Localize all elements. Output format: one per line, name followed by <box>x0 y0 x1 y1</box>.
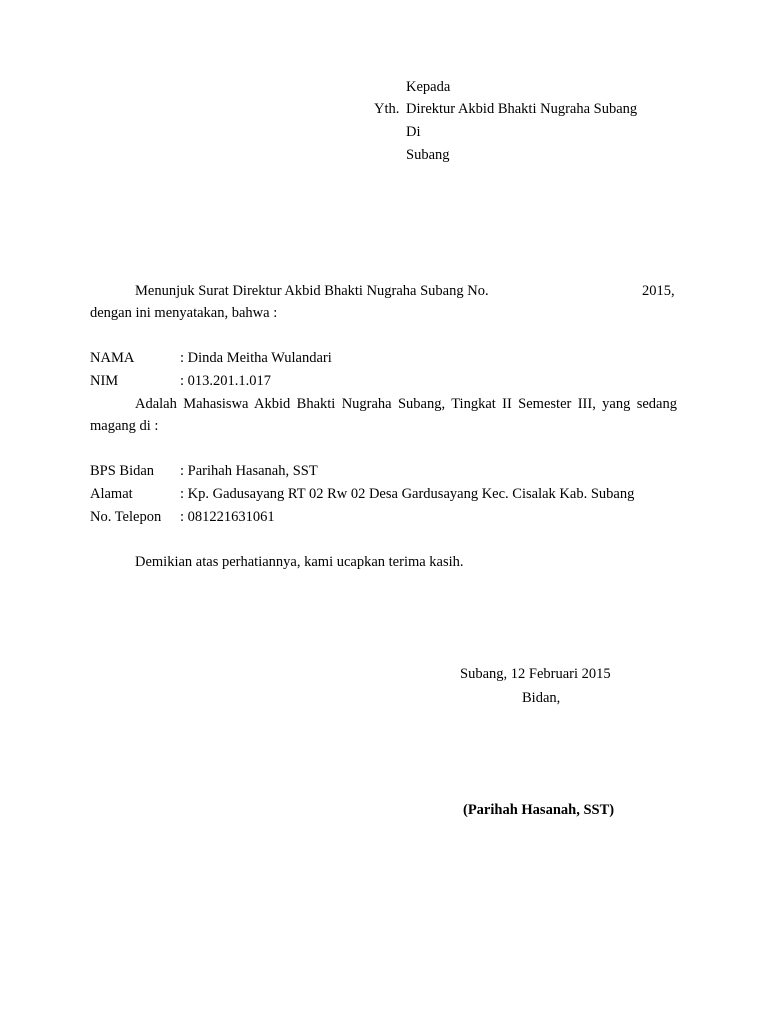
para2-line1: Adalah Mahasiswa Akbid Bhakti Nugraha Subang, Tingkat II Semester III, yang sedang <box>135 396 677 412</box>
para1-year: 2015, <box>642 283 675 299</box>
address-kepada: Kepada <box>406 79 451 95</box>
alamat-label: Alamat <box>90 486 133 502</box>
signature-role: Bidan, <box>522 690 561 706</box>
alamat-value: : Kp. Gadusayang RT 02 Rw 02 Desa Gardusayang Kec. Cisalak Kab. Subang <box>180 486 635 502</box>
signature-name: (Parihah Hasanah, SST) <box>463 802 615 818</box>
para2-line2: magang di : <box>90 418 159 434</box>
telp-value: : 081221631061 <box>180 509 275 525</box>
bps-label: BPS Bidan <box>90 463 155 479</box>
bps-value: : Parihah Hasanah, SST <box>180 463 318 479</box>
para1-cont: dengan ini menyatakan, bahwa : <box>90 305 278 321</box>
para1-start: Menunjuk Surat Direktur Akbid Bhakti Nugraha Subang No. <box>135 283 489 299</box>
closing-text: Demikian atas perhatiannya, kami ucapkan terima kasih. <box>135 554 464 570</box>
telp-label: No. Telepon <box>90 509 162 525</box>
address-yth: Yth. <box>374 101 400 117</box>
address-city: Subang <box>406 147 450 163</box>
nama-value: : Dinda Meitha Wulandari <box>180 350 332 366</box>
nim-label: NIM <box>90 373 119 389</box>
nim-value: : 013.201.1.017 <box>180 373 272 389</box>
address-recipient: Direktur Akbid Bhakti Nugraha Subang <box>406 101 638 117</box>
nama-label: NAMA <box>90 350 135 366</box>
signature-place-date: Subang, 12 Februari 2015 <box>460 666 611 682</box>
address-di: Di <box>406 124 421 140</box>
